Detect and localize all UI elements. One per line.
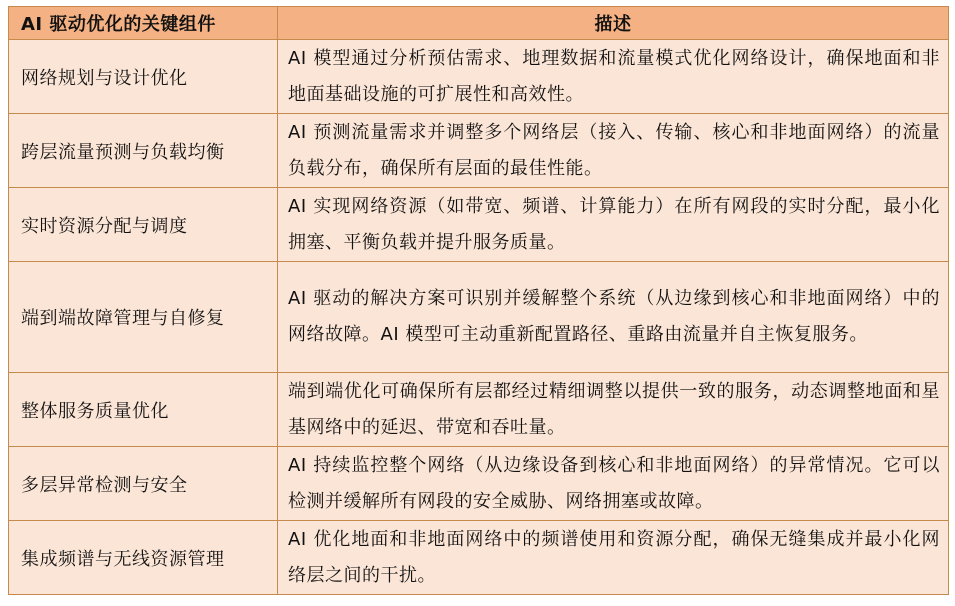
component-cell: 实时资源分配与调度: [9, 188, 278, 262]
header-component: AI 驱动优化的关键组件: [9, 7, 278, 40]
description-cell: AI 驱动的解决方案可识别并缓解整个系统（从边缘到核心和非地面网络）中的网络故障。AI 模型可主动重新配置路径、重路由流量并自主恢复服务。: [278, 262, 949, 373]
component-cell: 网络规划与设计优化: [9, 40, 278, 114]
description-cell: AI 优化地面和非地面网络中的频谱使用和资源分配，确保无缝集成并最小化网络层之间的干扰。: [278, 521, 949, 595]
table-row: [9, 40, 949, 114]
description-cell: AI 模型通过分析预估需求、地理数据和流量模式优化网络设计，确保地面和非地面基础设施的可扩展性和高效性。: [278, 40, 949, 114]
table-row: [9, 373, 949, 447]
table-row: [9, 114, 949, 188]
component-cell: 多层异常检测与安全: [9, 447, 278, 521]
component-cell: 端到端故障管理与自修复: [9, 262, 278, 373]
description-cell: 端到端优化可确保所有层都经过精细调整以提供一致的服务，动态调整地面和星基网络中的延迟、带宽和吞吐量。: [278, 373, 949, 447]
component-cell: 集成频谱与无线资源管理: [9, 521, 278, 595]
description-cell: AI 预测流量需求并调整多个网络层（接入、传输、核心和非地面网络）的流量负载分布，确保所有层面的最佳性能。: [278, 114, 949, 188]
component-cell: 整体服务质量优化: [9, 373, 278, 447]
table-row: [9, 262, 949, 373]
description-cell: AI 持续监控整个网络（从边缘设备到核心和非地面网络）的异常情况。它可以检测并缓解所有网段的安全威胁、网络拥塞或故障。: [278, 447, 949, 521]
components-table: [8, 6, 949, 595]
component-cell: 跨层流量预测与负载均衡: [9, 114, 278, 188]
header-description: 描述: [278, 7, 949, 40]
table-header-row: [9, 7, 949, 40]
table-row: [9, 188, 949, 262]
table-row: [9, 447, 949, 521]
table-row: [9, 521, 949, 595]
description-cell: AI 实现网络资源（如带宽、频谱、计算能力）在所有网段的实时分配，最小化拥塞、平衡负载并提升服务质量。: [278, 188, 949, 262]
